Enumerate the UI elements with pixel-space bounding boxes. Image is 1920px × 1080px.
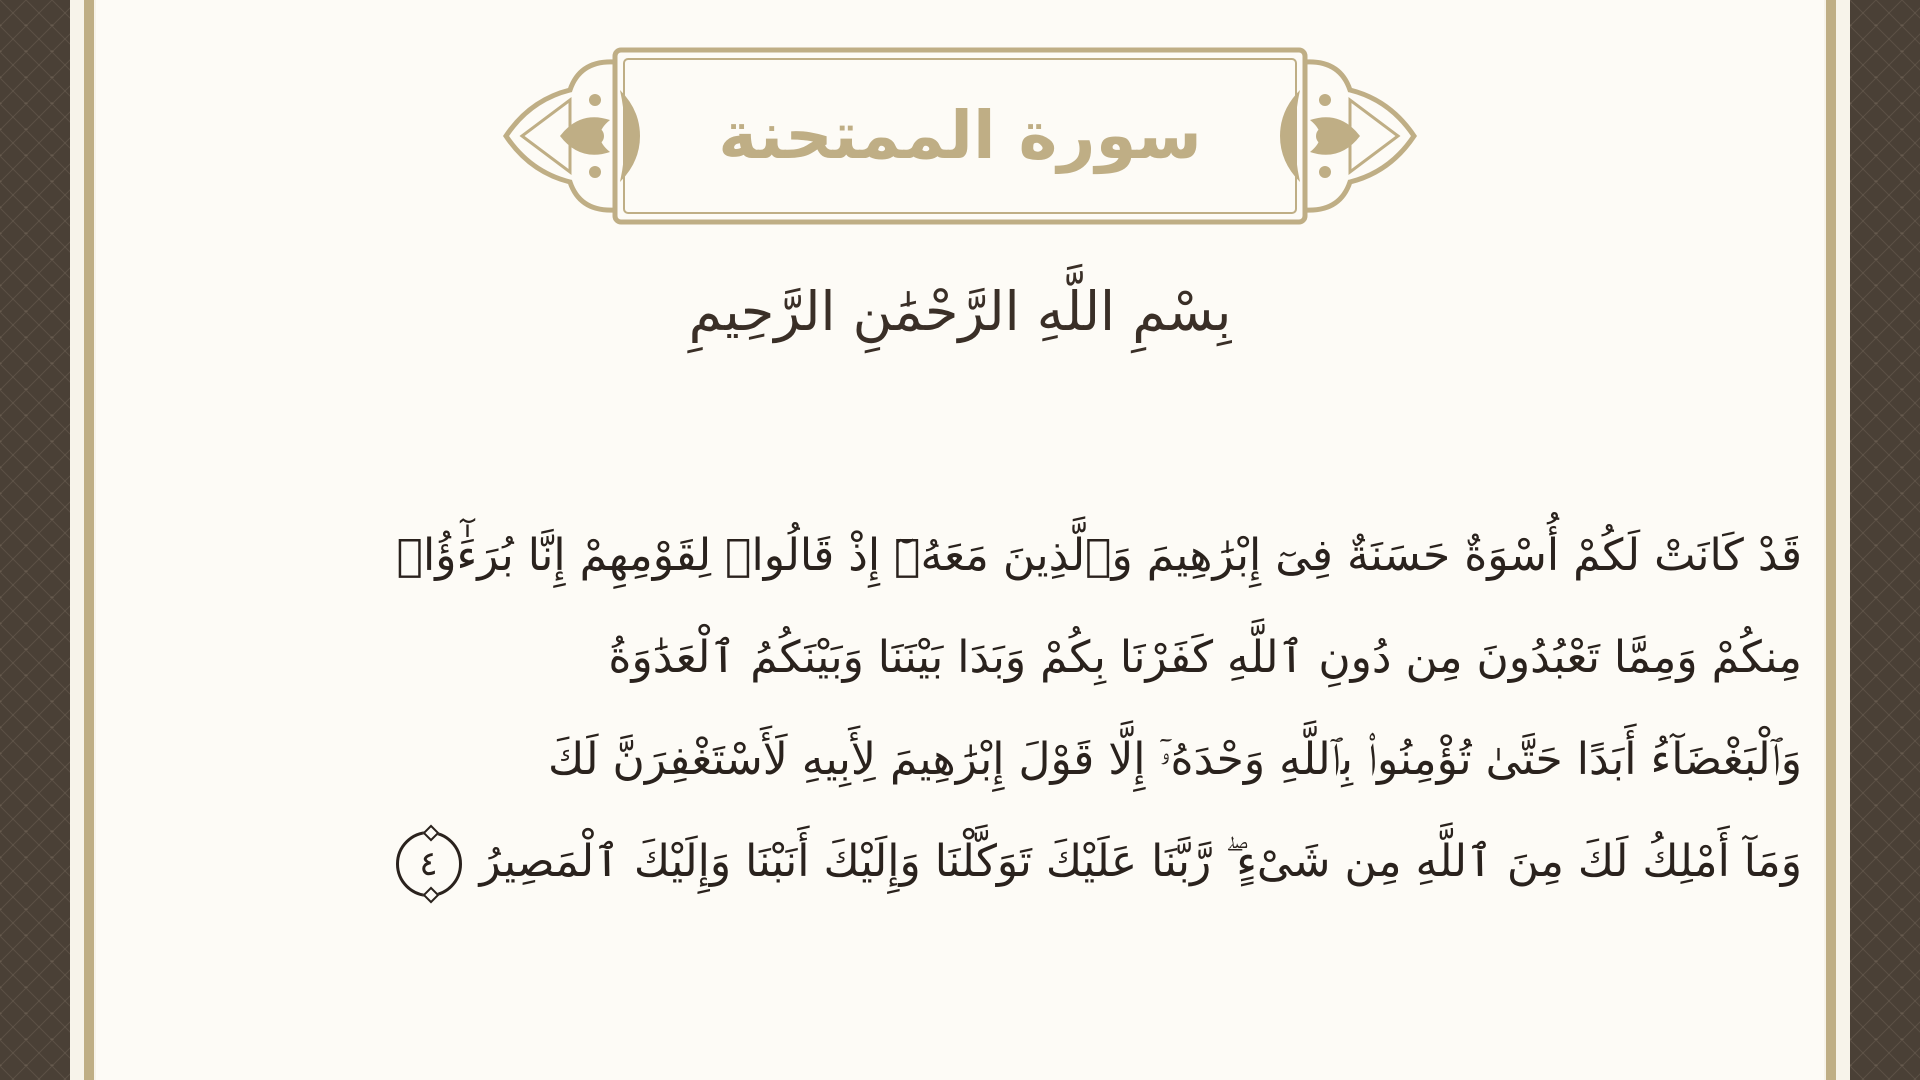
verse-line: قَدْ كَانَتْ لَكُمْ أُسْوَةٌ حَسَنَةٌ فِىٓ إِبْرَٰهِيمَ وَٱلَّذِينَ مَعَهُۥٓ إِذْ قَالُوا۟ لِقَوْمِهِمْ إِنَّا بُرَءَٰٓؤُا۟	[396, 530, 1802, 581]
verse-text	[222, 505, 1802, 913]
ayah-number-marker: ٤	[396, 831, 462, 897]
left-pattern-border	[0, 0, 70, 1080]
left-gold-rule	[84, 0, 94, 1080]
verse-line: وَٱلْبَغْضَآءُ أَبَدًا حَتَّىٰ تُؤْمِنُوا۟ بِٱللَّهِ وَحْدَهُۥٓ إِلَّا قَوْلَ إِبْرَٰهِيمَ لِأَبِيهِ لَأَسْتَغْفِرَنَّ لَكَ	[548, 734, 1802, 785]
verse-line-text: وَمَآ أَمْلِكُ لَكَ مِنَ ٱللَّهِ مِن شَىْءٍ ۖ رَّبَّنَا عَلَيْكَ تَوَكَّلْنَا وَإِلَيْكَ أَنَبْنَا وَإِلَيْكَ ٱلْمَصِيرُ	[479, 836, 1802, 887]
right-pattern-border	[1850, 0, 1920, 1080]
verse-line-last	[222, 811, 1802, 913]
surah-title: سورة الممتحنة	[718, 96, 1202, 174]
right-gold-rule	[1826, 0, 1836, 1080]
surah-title-frame	[500, 40, 1420, 230]
verse-line: مِنكُمْ وَمِمَّا تَعْبُدُونَ مِن دُونِ ٱللَّهِ كَفَرْنَا بِكُمْ وَبَدَا بَيْنَنَا وَبَيْنَكُمُ ٱلْعَدَٰوَةُ	[608, 632, 1802, 683]
basmala: بِسْمِ اللَّهِ الرَّحْمَٰنِ الرَّحِيمِ	[688, 280, 1232, 343]
